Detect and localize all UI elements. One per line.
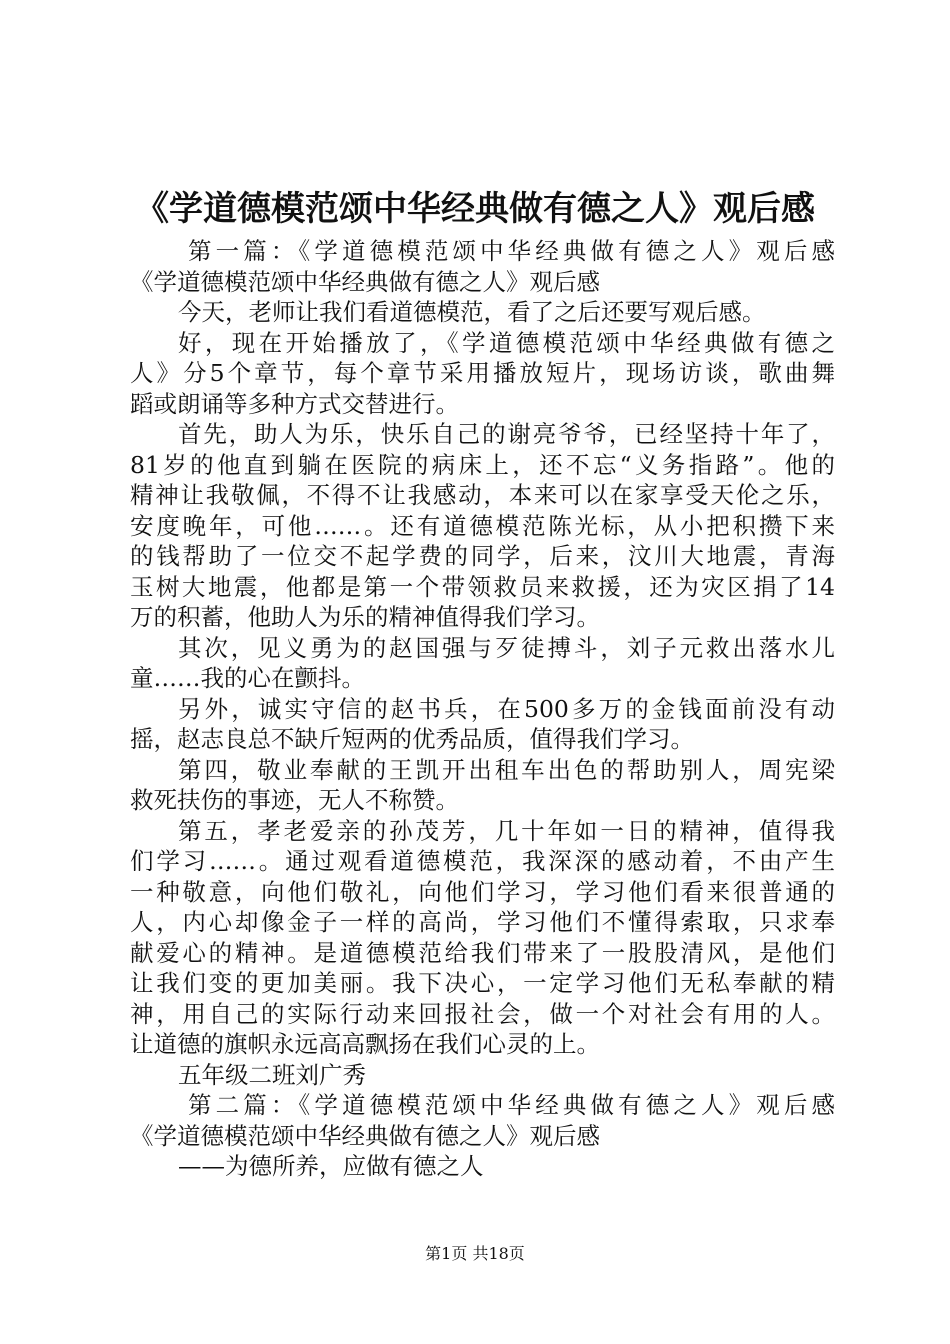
document-body [130, 236, 835, 1182]
paragraph-line: 第一篇：《学道德模范颂中华经典做有德之人》观后感 [188, 237, 835, 265]
paragraph-line: 今天，老师让我们看道德模范，看了之后还要写观后感。 [178, 298, 766, 326]
paragraph-line: 其次，见义勇为的赵国强与歹徒搏斗，刘子元救出落水儿 [178, 633, 835, 662]
paragraph-line: 神，用自己的实际行动来回报社会，做一个对社会有用的人。 [130, 999, 835, 1028]
paragraph-line: 摇，赵志良总不缺斤短两的优秀品质，值得我们学习。 [130, 725, 694, 753]
paragraph-line: 玉树大地震，他都是第一个带领救员来救援，还为灾区捐了14 [130, 572, 835, 601]
paragraph-line: 好，现在开始播放了，《学道德模范颂中华经典做有德之 [178, 328, 835, 357]
paragraph-line: 人，内心却像金子一样的高尚，学习他们不懂得索取，只求奉 [130, 908, 835, 936]
paragraph-line: 救死扶伤的事迹，无人不称赞。 [130, 786, 459, 814]
paragraph-line: 献爱心的精神。是道德模范给我们带来了一股股清风，是他们 [130, 938, 835, 967]
paragraph-line: 81岁的他直到躺在医院的病床上，还不忘“义务指路”。他的 [130, 450, 835, 479]
author-line: 五年级二班刘广秀 [178, 1060, 366, 1089]
paragraph-line: 蹈或朗诵等多种方式交替进行。 [130, 389, 459, 418]
paragraph-line: 万的积蓄，他助人为乐的精神值得我们学习。 [130, 603, 600, 631]
paragraph-line: 精神让我敬佩，不得不让我感动，本来可以在家享受天伦之乐， [130, 481, 835, 509]
section-heading: 《学道德模范颂中华经典做有德之人》观后感 [130, 1121, 600, 1150]
paragraph-line: 让道德的旗帜永远高高飘扬在我们心灵的上。 [130, 1030, 600, 1058]
paragraph-line: 第四，敬业奉献的王凯开出租车出色的帮助别人，周宪梁 [178, 755, 835, 784]
paragraph-line: 《学道德模范颂中华经典做有德之人》观后感 [130, 267, 600, 296]
paragraph-line: 们学习……。通过观看道德模范，我深深的感动着，不由产生 [130, 847, 835, 875]
paragraph-line: 的钱帮助了一位交不起学费的同学，后来，汶川大地震，青海 [130, 542, 835, 570]
paragraph-line: 童……我的心在颤抖。 [130, 664, 365, 692]
paragraph-line: 让我们变的更加美丽。我下决心，一定学习他们无私奉献的精 [130, 969, 835, 997]
paragraph-line: 人》分5个章节，每个章节采用播放短片，现场访谈，歌曲舞 [130, 359, 835, 387]
paragraph-line: 第五，孝老爱亲的孙茂芳，几十年如一日的精神，值得我 [178, 816, 835, 845]
paragraph-line: 首先，助人为乐，快乐自己的谢亮爷爷，已经坚持十年了， [178, 420, 835, 448]
section-subtitle: ——为德所养，应做有德之人 [178, 1152, 484, 1180]
section-heading: 第二篇：《学道德模范颂中华经典做有德之人》观后感 [188, 1091, 835, 1119]
paragraph-line: 一种敬意，向他们敬礼，向他们学习，学习他们看来很普通的 [130, 877, 835, 906]
document-title: 《学道德模范颂中华经典做有德之人》观后感 [135, 189, 815, 229]
page-footer: 第1页 共18页 [425, 1244, 525, 1263]
paragraph-line: 另外，诚实守信的赵书兵，在500多万的金钱面前没有动 [178, 694, 835, 723]
paragraph-line: 安度晚年，可他……。还有道德模范陈光标，从小把积攒下来 [130, 511, 835, 540]
